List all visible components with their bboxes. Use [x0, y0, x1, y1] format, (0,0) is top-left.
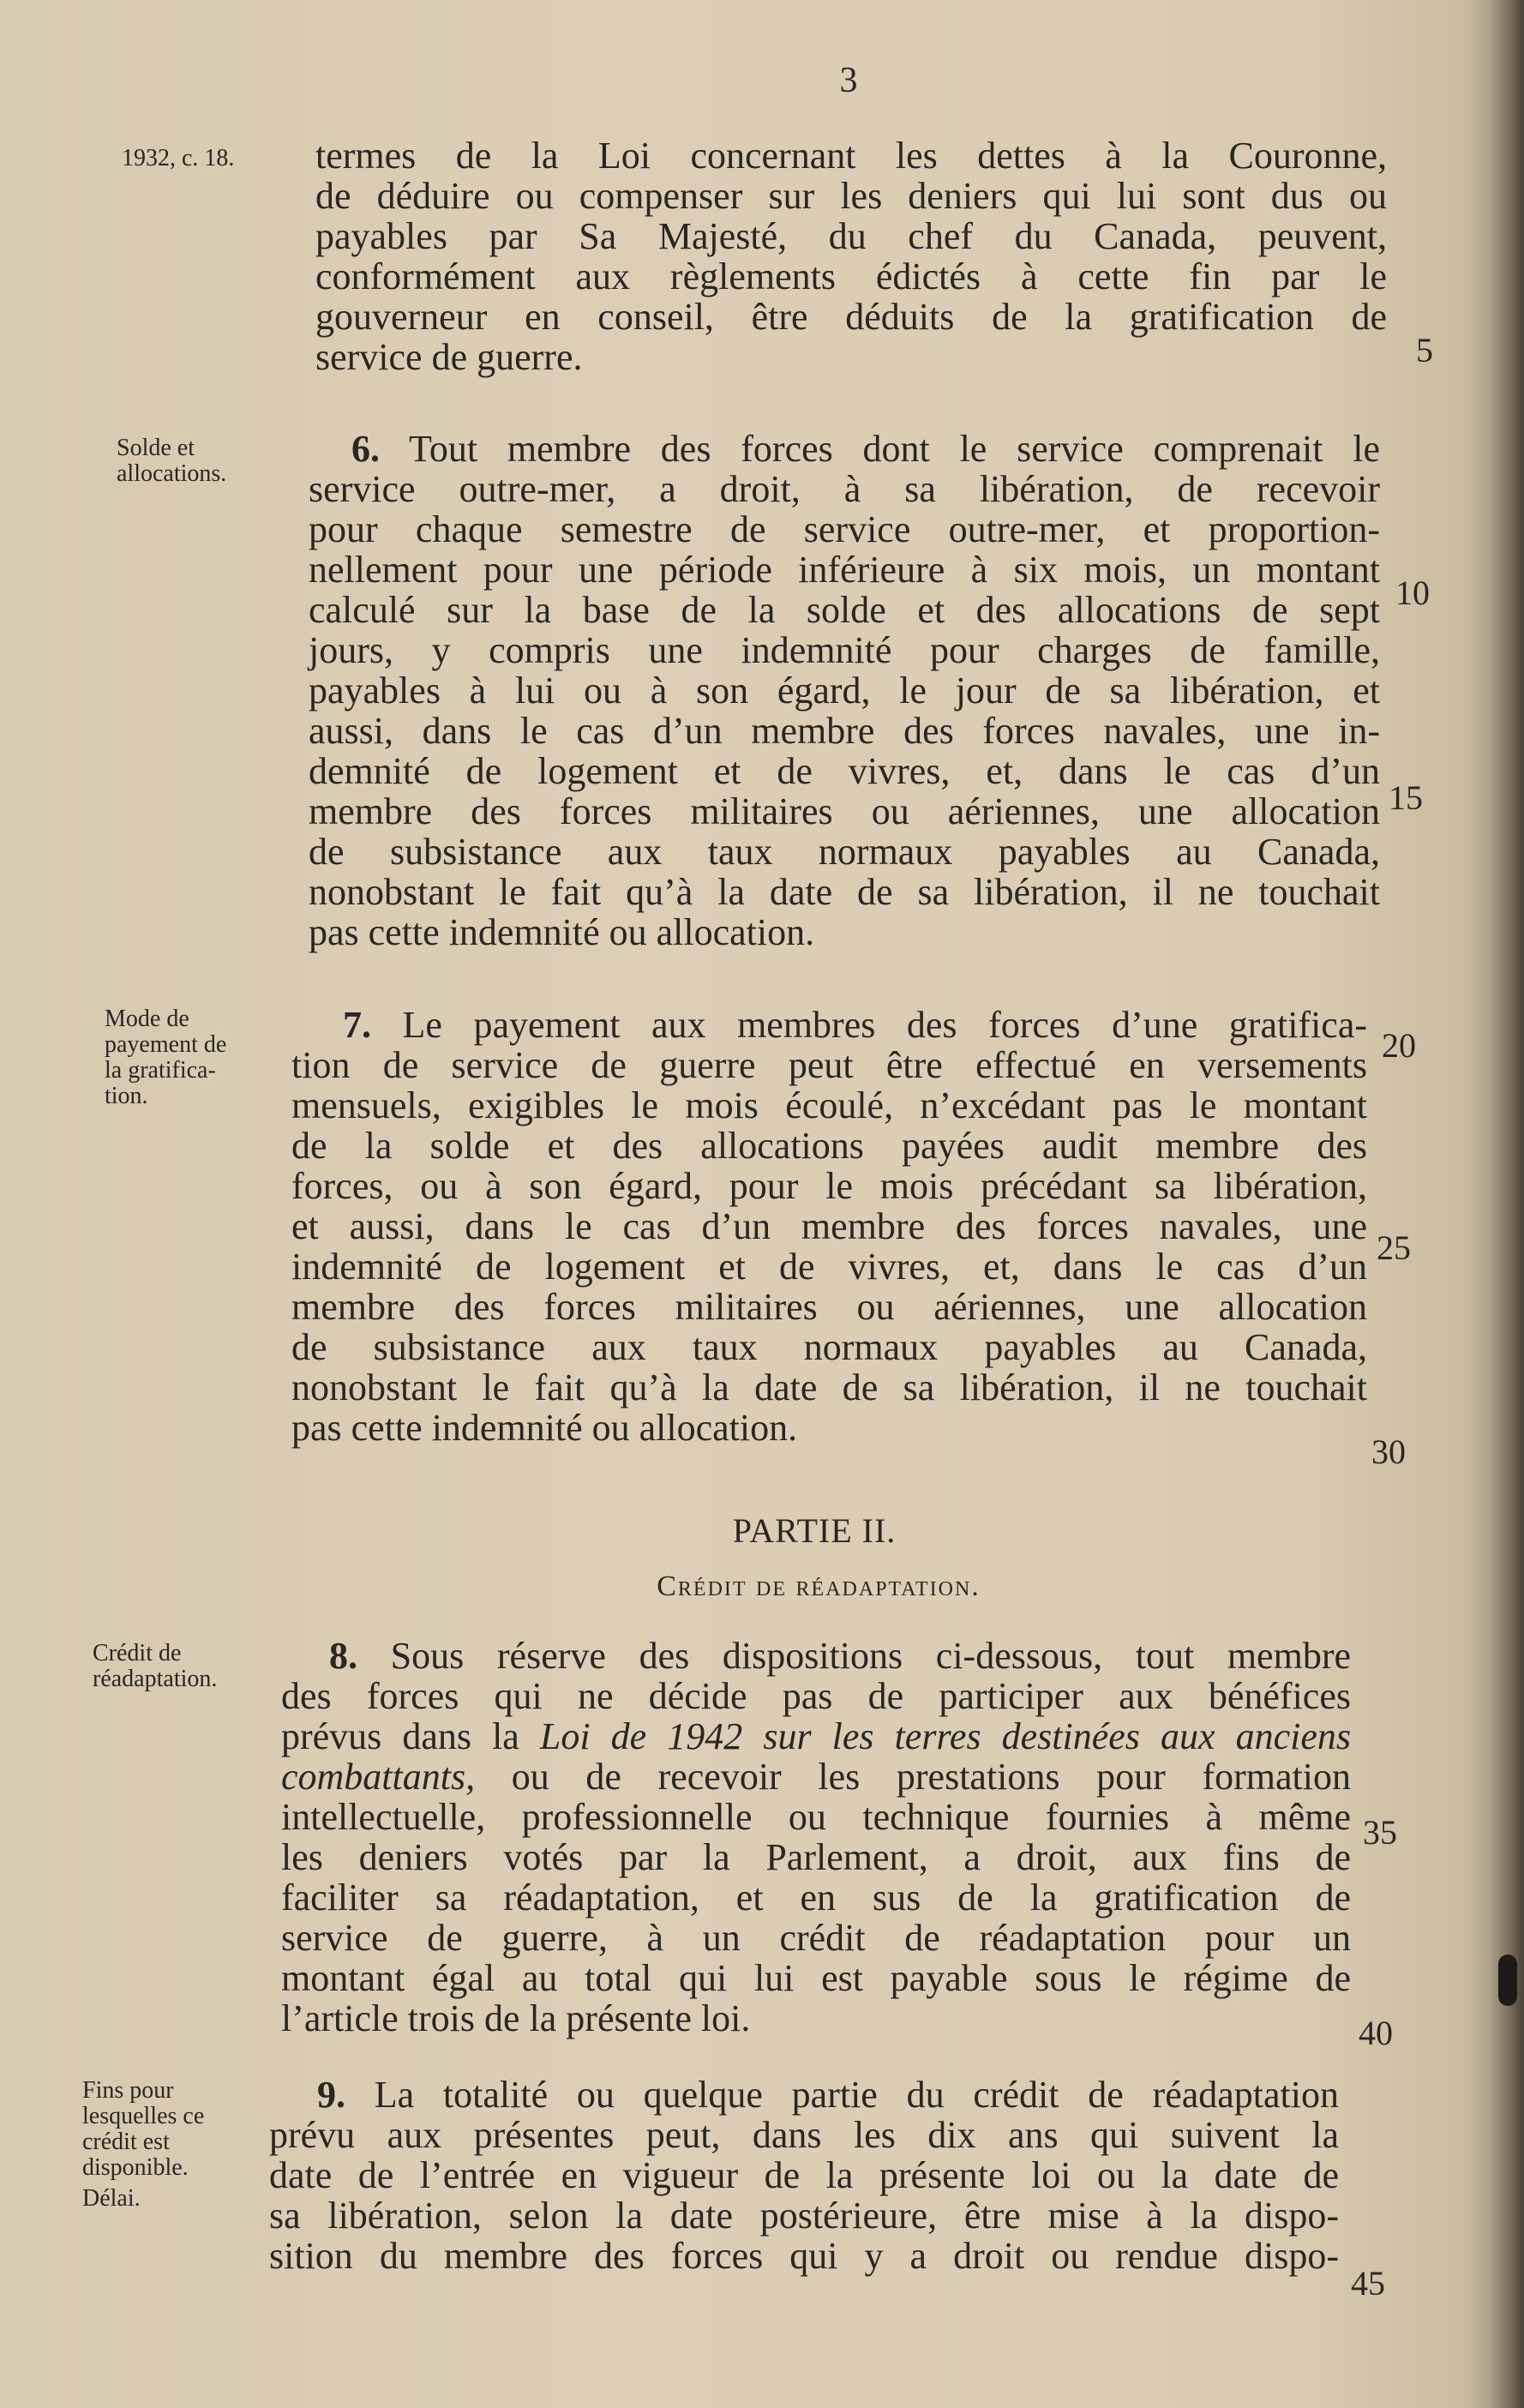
line-number: 15 — [1389, 778, 1423, 817]
act-title: combattants, — [281, 1756, 476, 1798]
margin-note-line: lesquelles ce — [82, 2103, 205, 2129]
text-line: payables par Sa Majesté, du chef du Canada, peuvent, — [315, 215, 1387, 257]
line-number: 5 — [1416, 331, 1433, 369]
text-line: et aussi, dans le cas d’un membre des forces navales, une — [291, 1205, 1367, 1247]
page-edge-shadow — [1490, 0, 1524, 2408]
text-line: forces, ou à son égard, pour le mois précédant sa libération, — [291, 1165, 1367, 1207]
text-line — [281, 1636, 1351, 1676]
margin-note-article-7 — [105, 1006, 226, 1109]
act-title: Loi de 1942 sur les terres destinées aux anciens — [539, 1715, 1351, 1757]
text-line: termes de la Loi concernant les dettes à la Couronne, — [315, 135, 1387, 177]
text-line: sition du membre des forces qui y a droit ou rendue dispo- — [269, 2235, 1339, 2277]
text-line-content: Sous réserve des dispositions ci-dessous, tout membre — [390, 1635, 1351, 1677]
text-line-content: prévus dans la — [281, 1715, 540, 1757]
text-line-content: Le payement aux membres des forces d’une gratifica- — [402, 1004, 1368, 1046]
article-number: 7. — [343, 1004, 371, 1046]
line-number: 40 — [1359, 2014, 1393, 2052]
text-line: pas cette indemnité ou allocation. — [291, 1407, 798, 1449]
text-line — [309, 429, 1380, 469]
text-line: aussi, dans le cas d’un membre des forces navales, une in- — [309, 710, 1380, 752]
text-line: de subsistance aux taux normaux payables au Canada, — [291, 1326, 1367, 1368]
text-line: pour chaque semestre de service outre-mer, et proportion- — [309, 508, 1380, 550]
text-line: payables à lui ou à son égard, le jour de sa libération, et — [309, 670, 1380, 712]
text-line: service de guerre. — [315, 336, 583, 378]
text-line: intellectuelle, professionnelle ou technique fournies à même — [281, 1796, 1351, 1838]
part-subheading: Crédit de réadaptation. — [657, 1570, 981, 1602]
text-line — [281, 1716, 1351, 1756]
margin-note-line: Fins pour — [82, 2077, 174, 2104]
line-number: 45 — [1351, 2264, 1385, 2303]
article-7-paragraph — [291, 1005, 1367, 1448]
text-line: montant égal au total qui lui est payable sous le régime de — [281, 1957, 1351, 1999]
article-number: 9. — [317, 2074, 345, 2116]
text-line: indemnité de logement et de vivres, et, dans le cas d’un — [291, 1246, 1367, 1288]
text-line — [269, 2075, 1339, 2115]
text-line: gouverneur en conseil, être déduits de la gratification de — [315, 296, 1387, 338]
line-number: 35 — [1363, 1813, 1397, 1852]
line-number: 30 — [1371, 1432, 1406, 1471]
margin-note-article-6 — [117, 435, 226, 487]
text-line-content: La totalité ou quelque partie du crédit de réadaptation — [374, 2074, 1339, 2116]
margin-note-line: crédit est — [82, 2129, 170, 2155]
text-line: de déduire ou compenser sur les deniers qui lui sont dus ou — [315, 175, 1387, 217]
margin-note-line: réadaptation. — [93, 1666, 218, 1692]
article-6-paragraph — [309, 429, 1380, 952]
margin-note-line: Délai. — [82, 2185, 141, 2212]
article-number: 6. — [351, 428, 380, 470]
text-line: demnité de logement et de vivres, et, dans le cas d’un — [309, 750, 1380, 792]
text-line — [291, 1005, 1367, 1045]
text-line: conformément aux règlements édictés à cette fin par le — [315, 255, 1387, 297]
text-line: service de guerre, à un crédit de réadaptation pour un — [281, 1917, 1351, 1959]
margin-note-line: Solde et — [117, 435, 195, 461]
text-line: date de l’entrée en vigueur de la présente loi ou la date de — [269, 2154, 1339, 2196]
text-line: service outre-mer, a droit, à sa libération, de recevoir — [309, 468, 1380, 510]
part-heading: PARTIE II. — [732, 1511, 897, 1550]
margin-note-line: Mode de — [105, 1006, 189, 1032]
text-line: des forces qui ne décide pas de participer aux bénéfices — [281, 1675, 1351, 1717]
line-number: 20 — [1382, 1026, 1416, 1065]
text-line: calculé sur la base de la solde et des allocations de sept — [309, 589, 1380, 631]
text-line: membre des forces militaires ou aériennes, une allocation — [309, 790, 1380, 832]
text-line: mensuels, exigibles le mois écoulé, n’excédant pas le montant — [291, 1084, 1367, 1126]
margin-note-line: tion. — [105, 1083, 148, 1109]
text-line: pas cette indemnité ou allocation. — [309, 911, 815, 953]
margin-note-citation: 1932, c. 18. — [122, 145, 235, 171]
margin-note-article-8 — [93, 1641, 217, 1692]
line-number: 10 — [1395, 573, 1430, 612]
article-8-paragraph — [281, 1636, 1351, 2039]
line-number: 25 — [1377, 1228, 1411, 1267]
text-line: prévu aux présentes peut, dans les dix ans qui suivent la — [269, 2114, 1339, 2156]
text-line: faciliter sa réadaptation, et en sus de la gratification de — [281, 1877, 1351, 1919]
text-line: tion de service de guerre peut être effectué en versements — [291, 1044, 1367, 1086]
text-line: nellement pour une période inférieure à six mois, un montant — [309, 549, 1380, 591]
margin-note-line: payement de — [105, 1031, 227, 1058]
text-line: jours, y compris une indemnité pour charges de famille, — [309, 629, 1380, 671]
text-line: de la solde et des allocations payées audit membre des — [291, 1125, 1367, 1167]
text-line: nonobstant le fait qu’à la date de sa libération, il ne touchait — [309, 871, 1380, 913]
text-line: l’article trois de la présente loi. — [281, 1997, 751, 2039]
page-number: 3 — [839, 61, 858, 100]
binding-hole — [1498, 1955, 1517, 2006]
margin-note-line: la gratifica- — [105, 1057, 216, 1084]
margin-note-line: disponible. — [82, 2154, 189, 2181]
text-line-content: ou de recevoir les prestations pour formation — [475, 1756, 1351, 1798]
text-line: sa libération, selon la date postérieure, être mise à la dispo- — [269, 2195, 1339, 2237]
text-line: nonobstant le fait qu’à la date de sa libération, il ne touchait — [291, 1366, 1367, 1408]
margin-note-article-9 — [82, 2078, 204, 2212]
text-line: membre des forces militaires ou aériennes, une allocation — [291, 1286, 1367, 1328]
text-line: de subsistance aux taux normaux payables au Canada, — [309, 831, 1380, 873]
margin-note-line: Crédit de — [93, 1640, 182, 1666]
continuation-paragraph — [315, 135, 1387, 377]
text-line: les deniers votés par la Parlement, a droit, aux fins de — [281, 1836, 1351, 1878]
article-9-paragraph — [269, 2075, 1339, 2276]
text-line-content: Tout membre des forces dont le service comprenait le — [409, 428, 1380, 470]
text-line — [281, 1756, 1351, 1797]
margin-note-line: allocations. — [117, 460, 227, 487]
article-number: 8. — [329, 1635, 357, 1677]
